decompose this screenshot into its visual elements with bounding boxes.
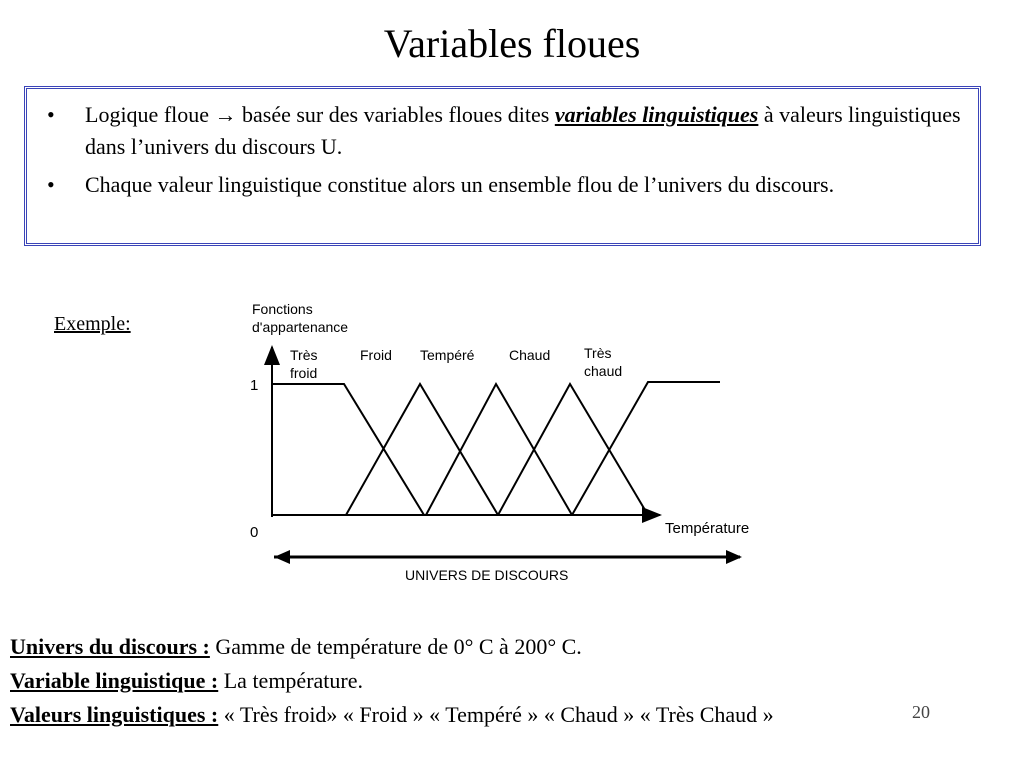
bullet-icon: • xyxy=(47,102,55,127)
slide-title: Variables floues xyxy=(383,21,641,66)
definition-label: Variable linguistique : xyxy=(10,668,219,693)
definition-row xyxy=(10,698,1010,732)
set-label-froid: Froid xyxy=(360,347,392,363)
definition-box xyxy=(24,86,981,246)
universe-arrow-right-head xyxy=(726,550,742,564)
definition-text: Gamme de température de 0° C à 200° C. xyxy=(209,634,582,659)
y-axis-label-line1: Fonctions xyxy=(252,301,313,317)
definitions xyxy=(10,630,1010,732)
example-label: Exemple: xyxy=(54,313,131,335)
bullet-text-end: à valeurs linguistiques dans l’univers du discours U. xyxy=(85,102,961,159)
bullet-item xyxy=(37,169,967,201)
definition-row xyxy=(10,664,1010,698)
definition-text: « Très froid» « Froid » « Tempéré » « Chaud » « Très Chaud » xyxy=(218,702,774,727)
bullet-text-start: Logique floue → basée sur des variables floues dites xyxy=(85,102,555,127)
bullet-icon: • xyxy=(47,172,55,197)
definition-text: La température. xyxy=(218,668,363,693)
set-label-tres-chaud-2: chaud xyxy=(584,363,623,379)
bullet-text: Chaque valeur linguistique constitue alors un ensemble flou de l’univers du discours. xyxy=(85,172,835,197)
x-axis-label: Température xyxy=(665,520,750,537)
bullet-list xyxy=(37,99,967,207)
set-label-chaud: Chaud xyxy=(509,347,551,363)
set-froid xyxy=(346,384,498,515)
y-tick-one: 1 xyxy=(250,377,259,394)
set-tres-chaud xyxy=(572,382,720,515)
set-chaud xyxy=(498,384,648,515)
y-tick-zero: 0 xyxy=(250,524,259,541)
bullet-item xyxy=(37,99,967,163)
set-label-tres-froid-2: froid xyxy=(290,365,318,381)
definition-row xyxy=(10,630,1010,664)
definition-label: Valeurs linguistiques : xyxy=(10,702,219,727)
set-label-tres-chaud-1: Très xyxy=(584,345,612,361)
page-number: 20 xyxy=(912,702,930,722)
set-tempere xyxy=(426,384,572,515)
set-label-tres-froid-1: Très xyxy=(290,347,318,363)
set-tres-froid xyxy=(272,384,424,515)
definition-label: Univers du discours : xyxy=(10,634,210,659)
set-label-tempere: Tempéré xyxy=(420,347,475,363)
universe-arrow-left-head xyxy=(274,550,290,564)
universe-label: UNIVERS DE DISCOURS xyxy=(405,567,569,583)
bullet-emphasis: variables linguistiques xyxy=(554,102,759,127)
y-axis-label-line2: d'appartenance xyxy=(252,319,349,335)
membership-function-diagram xyxy=(230,295,790,595)
